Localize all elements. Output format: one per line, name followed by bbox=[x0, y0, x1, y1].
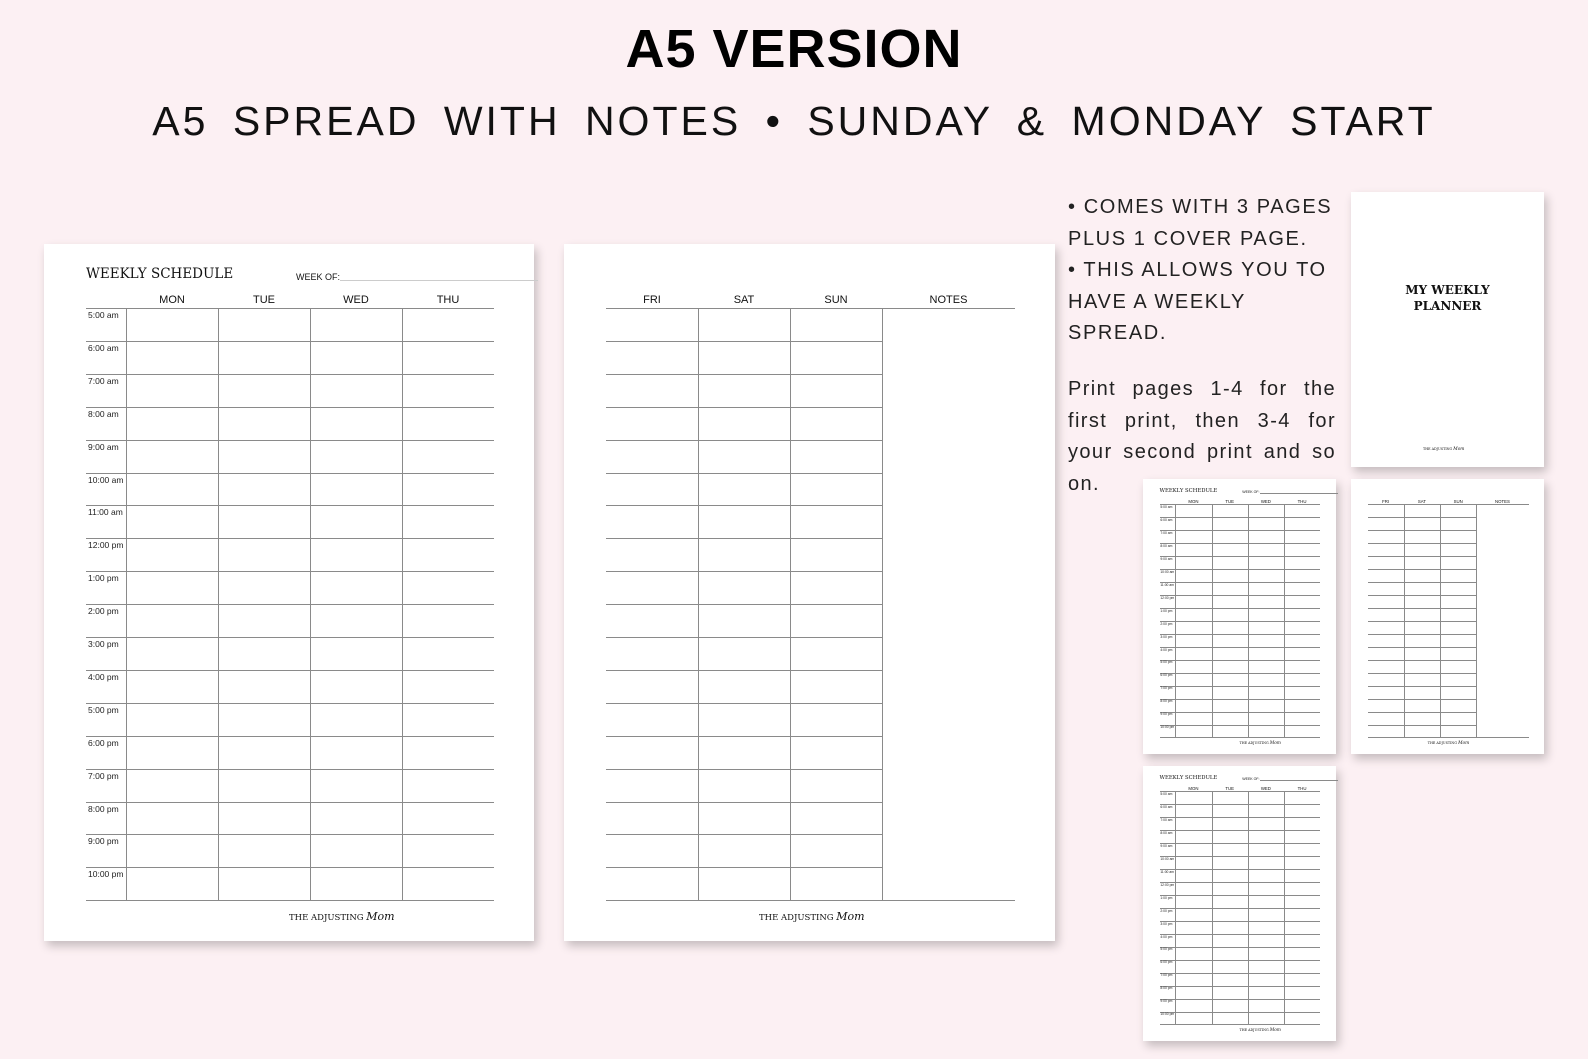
row-rule bbox=[1160, 817, 1321, 818]
time-label: 10:00 pm bbox=[1160, 1012, 1175, 1017]
row-rule bbox=[1160, 856, 1321, 857]
time-label: 7:00 pm bbox=[1160, 686, 1173, 691]
page-title: A5 VERSION bbox=[625, 19, 963, 79]
header-rule bbox=[1160, 791, 1321, 792]
week-of-line bbox=[1260, 493, 1338, 494]
day-header-fri: FRI bbox=[1382, 498, 1390, 504]
day-header-sun: SUN bbox=[824, 294, 848, 306]
brand-logo bbox=[1428, 741, 1469, 746]
row-rule bbox=[606, 867, 882, 868]
row-rule bbox=[1160, 895, 1321, 896]
time-label: 10:00 am bbox=[1160, 856, 1175, 861]
time-label: 6:00 pm bbox=[1160, 673, 1173, 678]
brand-name: THE ADJUSTING bbox=[1239, 741, 1270, 746]
brand-name: THE ADJUSTING bbox=[1423, 447, 1454, 451]
row-rule bbox=[1368, 737, 1529, 738]
week-of-label: WEEK OF: bbox=[1242, 777, 1260, 782]
day-header-fri: FRI bbox=[643, 294, 661, 306]
time-label: 10:00 am bbox=[88, 474, 124, 485]
time-label: 4:00 pm bbox=[88, 671, 119, 682]
row-rule bbox=[606, 407, 882, 408]
time-label: 5:00 am bbox=[1160, 504, 1173, 509]
time-label: 6:00 am bbox=[1160, 804, 1173, 809]
row-rule bbox=[1160, 1012, 1321, 1013]
column-rule bbox=[1212, 504, 1213, 737]
planner-page-right bbox=[564, 244, 1055, 941]
notes-header: NOTES bbox=[1494, 498, 1510, 504]
row-rule bbox=[86, 703, 494, 704]
column-rule bbox=[790, 308, 791, 900]
header-rule bbox=[1368, 504, 1529, 505]
time-label: 1:00 pm bbox=[88, 573, 119, 584]
time-label: 6:00 am bbox=[88, 342, 119, 353]
time-label: 12:00 pm bbox=[88, 540, 124, 551]
column-rule bbox=[1284, 504, 1285, 737]
row-rule bbox=[86, 374, 494, 375]
row-rule bbox=[86, 736, 494, 737]
row-rule bbox=[1160, 634, 1321, 635]
row-rule bbox=[86, 637, 494, 638]
time-label: 10:00 pm bbox=[1160, 725, 1175, 730]
time-label: 6:00 am bbox=[1160, 517, 1173, 522]
row-rule bbox=[86, 538, 494, 539]
row-rule bbox=[1368, 712, 1477, 713]
time-label: 4:00 pm bbox=[1160, 934, 1173, 939]
time-label: 5:00 pm bbox=[1160, 660, 1173, 665]
brand-logo bbox=[289, 910, 395, 923]
time-label: 8:00 am bbox=[1160, 830, 1173, 835]
time-label: 11:00 am bbox=[1160, 869, 1174, 874]
time-label: 2:00 pm bbox=[1160, 621, 1173, 626]
column-rule bbox=[882, 308, 883, 900]
time-label: 5:00 pm bbox=[1160, 947, 1173, 952]
time-label: 12:00 pm bbox=[1160, 595, 1175, 600]
row-rule bbox=[1160, 843, 1321, 844]
cover-title-line2: PLANNER bbox=[1413, 299, 1482, 313]
row-rule bbox=[606, 604, 882, 605]
row-rule bbox=[1160, 530, 1321, 531]
brand-logo bbox=[1240, 1028, 1281, 1033]
column-rule bbox=[1175, 791, 1176, 1024]
row-rule bbox=[1368, 517, 1477, 518]
row-rule bbox=[1160, 543, 1321, 544]
time-label: 7:00 pm bbox=[88, 770, 119, 781]
brand-logo bbox=[1423, 447, 1464, 452]
row-rule bbox=[606, 473, 882, 474]
row-rule bbox=[1368, 595, 1477, 596]
brand-script: Mom bbox=[836, 910, 865, 924]
description bbox=[1068, 192, 1336, 500]
row-rule bbox=[1368, 647, 1477, 648]
row-rule bbox=[606, 538, 882, 539]
time-label: 9:00 am bbox=[1160, 556, 1173, 561]
row-rule bbox=[1160, 973, 1321, 974]
day-header-tue: TUE bbox=[1225, 498, 1234, 504]
time-label: 9:00 pm bbox=[1160, 999, 1173, 1004]
row-rule bbox=[1160, 699, 1321, 700]
row-rule bbox=[1368, 582, 1477, 583]
row-rule bbox=[1368, 686, 1477, 687]
schedule-title: WEEKLY SCHEDULE bbox=[1159, 774, 1218, 781]
day-header-wed: WED bbox=[1260, 785, 1271, 791]
day-header-sat: SAT bbox=[733, 294, 755, 306]
brand-logo bbox=[1240, 741, 1281, 746]
row-rule bbox=[1160, 804, 1321, 805]
row-rule bbox=[1160, 647, 1321, 648]
time-label: 4:00 pm bbox=[1160, 647, 1173, 652]
row-rule bbox=[1368, 543, 1477, 544]
row-rule bbox=[86, 407, 494, 408]
brand-logo bbox=[759, 910, 865, 923]
row-rule bbox=[1160, 595, 1321, 596]
row-rule bbox=[1160, 1024, 1321, 1025]
time-label: 7:00 am bbox=[1160, 530, 1173, 535]
column-rule bbox=[126, 308, 127, 900]
day-header-thu: THU bbox=[436, 294, 460, 306]
column-rule bbox=[310, 308, 311, 900]
row-rule bbox=[1160, 712, 1321, 713]
row-rule bbox=[1160, 830, 1321, 831]
row-rule bbox=[1160, 934, 1321, 935]
day-header-mon: MON bbox=[1188, 785, 1199, 791]
row-rule bbox=[1368, 556, 1477, 557]
time-label: 8:00 pm bbox=[88, 803, 119, 814]
row-rule bbox=[1160, 660, 1321, 661]
brand-script: Mom bbox=[1269, 1028, 1281, 1034]
row-rule bbox=[1160, 869, 1321, 870]
row-rule bbox=[1160, 673, 1321, 674]
time-label: 3:00 pm bbox=[1160, 634, 1173, 639]
day-header-tue: TUE bbox=[253, 294, 275, 306]
column-rule bbox=[1440, 504, 1441, 737]
row-rule bbox=[606, 637, 882, 638]
time-label: 5:00 am bbox=[1160, 791, 1173, 796]
cover-title-line1: MY WEEKLY bbox=[1405, 283, 1490, 297]
column-rule bbox=[1248, 504, 1249, 737]
brand-script: Mom bbox=[1453, 447, 1465, 452]
column-rule bbox=[1248, 791, 1249, 1024]
row-rule bbox=[606, 769, 882, 770]
planner-page-left bbox=[44, 244, 534, 941]
row-rule bbox=[1160, 608, 1321, 609]
time-label: 9:00 am bbox=[88, 441, 119, 452]
row-rule bbox=[86, 900, 494, 901]
brand-script: Mom bbox=[366, 910, 395, 924]
row-rule bbox=[1368, 621, 1477, 622]
row-rule bbox=[1368, 699, 1477, 700]
time-label: 3:00 pm bbox=[88, 639, 119, 649]
row-rule bbox=[86, 670, 494, 671]
row-rule bbox=[86, 473, 494, 474]
column-rule bbox=[698, 308, 699, 900]
row-rule bbox=[1160, 621, 1321, 622]
column-rule bbox=[1404, 504, 1405, 737]
thumbnail-right-page bbox=[1351, 479, 1544, 754]
row-rule bbox=[1160, 908, 1321, 909]
row-rule bbox=[1160, 947, 1321, 948]
row-rule bbox=[1368, 608, 1477, 609]
brand-name: THE ADJUSTING bbox=[759, 913, 837, 924]
bullet-pages: • COMES WITH 3 PAGES PLUS 1 COVER PAGE. bbox=[1068, 196, 1333, 250]
day-header-tue: TUE bbox=[1225, 785, 1234, 791]
time-label: 7:00 am bbox=[88, 375, 119, 386]
row-rule bbox=[1160, 569, 1321, 570]
row-rule bbox=[1160, 999, 1321, 1000]
day-header-sat: SAT bbox=[1417, 498, 1426, 504]
time-label: 11:00 am bbox=[88, 507, 123, 518]
row-rule bbox=[606, 802, 882, 803]
time-label: 9:00 am bbox=[1160, 843, 1173, 848]
row-rule bbox=[606, 341, 882, 342]
row-rule bbox=[86, 341, 494, 342]
time-label: 1:00 pm bbox=[1160, 895, 1173, 900]
row-rule bbox=[606, 374, 882, 375]
time-label: 2:00 pm bbox=[1160, 908, 1173, 913]
time-label: 11:00 am bbox=[1160, 582, 1174, 587]
time-label: 10:00 am bbox=[1160, 569, 1175, 574]
header-rule bbox=[606, 308, 1015, 309]
row-rule bbox=[1368, 725, 1477, 726]
column-rule bbox=[1212, 791, 1213, 1024]
row-rule bbox=[606, 900, 1015, 901]
day-header-thu: THU bbox=[1297, 498, 1307, 504]
bullet-spread: • THIS ALLOWS YOU TO HAVE A WEEKLY SPREAD. bbox=[1068, 259, 1327, 345]
row-rule bbox=[1368, 660, 1477, 661]
page-subtitle: A5 SPREAD WITH NOTES • SUNDAY & MONDAY START bbox=[152, 98, 1436, 144]
row-rule bbox=[86, 769, 494, 770]
week-of-line bbox=[340, 280, 538, 281]
brand-name: THE ADJUSTING bbox=[1427, 741, 1459, 746]
time-label: 2:00 pm bbox=[88, 606, 119, 617]
row-rule bbox=[1160, 960, 1321, 961]
cover-page-thumbnail bbox=[1351, 192, 1544, 467]
brand-name: THE ADJUSTING bbox=[1239, 1028, 1270, 1033]
row-rule bbox=[1160, 582, 1321, 583]
thumbnail-left-page-alt bbox=[1143, 766, 1336, 1041]
row-rule bbox=[86, 604, 494, 605]
row-rule bbox=[606, 703, 882, 704]
time-label: 7:00 pm bbox=[1160, 973, 1173, 978]
week-of-label: WEEK OF: bbox=[1242, 490, 1260, 495]
row-rule bbox=[1160, 986, 1321, 987]
row-rule bbox=[1368, 673, 1477, 674]
time-label: 8:00 pm bbox=[1160, 986, 1173, 991]
row-rule bbox=[1368, 530, 1477, 531]
row-rule bbox=[86, 834, 494, 835]
header-rule bbox=[86, 308, 494, 309]
day-header-mon: MON bbox=[159, 294, 185, 306]
row-rule bbox=[1160, 737, 1321, 738]
time-label: 1:00 pm bbox=[1160, 608, 1173, 613]
row-rule bbox=[86, 802, 494, 803]
row-rule bbox=[86, 571, 494, 572]
day-header-wed: WED bbox=[1260, 498, 1271, 504]
day-header-mon: MON bbox=[1188, 498, 1199, 504]
schedule-title: WEEKLY SCHEDULE bbox=[1159, 487, 1218, 494]
row-rule bbox=[86, 440, 494, 441]
time-label: 8:00 am bbox=[1160, 543, 1173, 548]
week-of-label: WEEK OF: bbox=[296, 272, 341, 282]
row-rule bbox=[1368, 634, 1477, 635]
time-label: 9:00 pm bbox=[88, 836, 119, 847]
brand-script: Mom bbox=[1269, 741, 1281, 747]
time-label: 5:00 am bbox=[88, 310, 119, 320]
column-rule bbox=[402, 308, 403, 900]
time-label: 3:00 pm bbox=[1160, 921, 1173, 926]
day-header-wed: WED bbox=[343, 294, 369, 306]
header-rule bbox=[1160, 504, 1321, 505]
row-rule bbox=[606, 736, 882, 737]
thumbnail-left-page bbox=[1143, 479, 1336, 754]
row-rule bbox=[1160, 556, 1321, 557]
brand-name: THE ADJUSTING bbox=[289, 913, 367, 924]
day-header-thu: THU bbox=[1297, 785, 1307, 791]
row-rule bbox=[86, 505, 494, 506]
time-label: 5:00 pm bbox=[88, 704, 119, 715]
day-header-sun: SUN bbox=[1453, 498, 1463, 504]
column-rule bbox=[1175, 504, 1176, 737]
row-rule bbox=[606, 670, 882, 671]
row-rule bbox=[1160, 517, 1321, 518]
time-label: 6:00 pm bbox=[88, 737, 119, 748]
row-rule bbox=[606, 440, 882, 441]
column-rule bbox=[1284, 791, 1285, 1024]
schedule-title: WEEKLY SCHEDULE bbox=[86, 266, 234, 282]
row-rule bbox=[1160, 882, 1321, 883]
time-label: 12:00 pm bbox=[1160, 882, 1175, 887]
print-instructions: Print pages 1-4 for the first print, then 3-4 for your second print and so on. bbox=[1068, 377, 1336, 495]
time-label: 10:00 pm bbox=[88, 869, 124, 880]
time-label: 8:00 pm bbox=[1160, 699, 1173, 704]
row-rule bbox=[606, 505, 882, 506]
brand-script: Mom bbox=[1458, 741, 1470, 747]
row-rule bbox=[1368, 569, 1477, 570]
time-label: 6:00 pm bbox=[1160, 960, 1173, 965]
column-rule bbox=[1476, 504, 1477, 737]
row-rule bbox=[606, 571, 882, 572]
time-label: 8:00 am bbox=[88, 408, 119, 419]
time-label: 7:00 am bbox=[1160, 817, 1173, 822]
time-label: 9:00 pm bbox=[1160, 712, 1173, 717]
column-rule bbox=[218, 308, 219, 900]
row-rule bbox=[1160, 725, 1321, 726]
week-of-line bbox=[1260, 780, 1338, 781]
row-rule bbox=[1160, 686, 1321, 687]
notes-header: NOTES bbox=[929, 294, 968, 306]
row-rule bbox=[606, 834, 882, 835]
row-rule bbox=[1160, 921, 1321, 922]
row-rule bbox=[86, 867, 494, 868]
